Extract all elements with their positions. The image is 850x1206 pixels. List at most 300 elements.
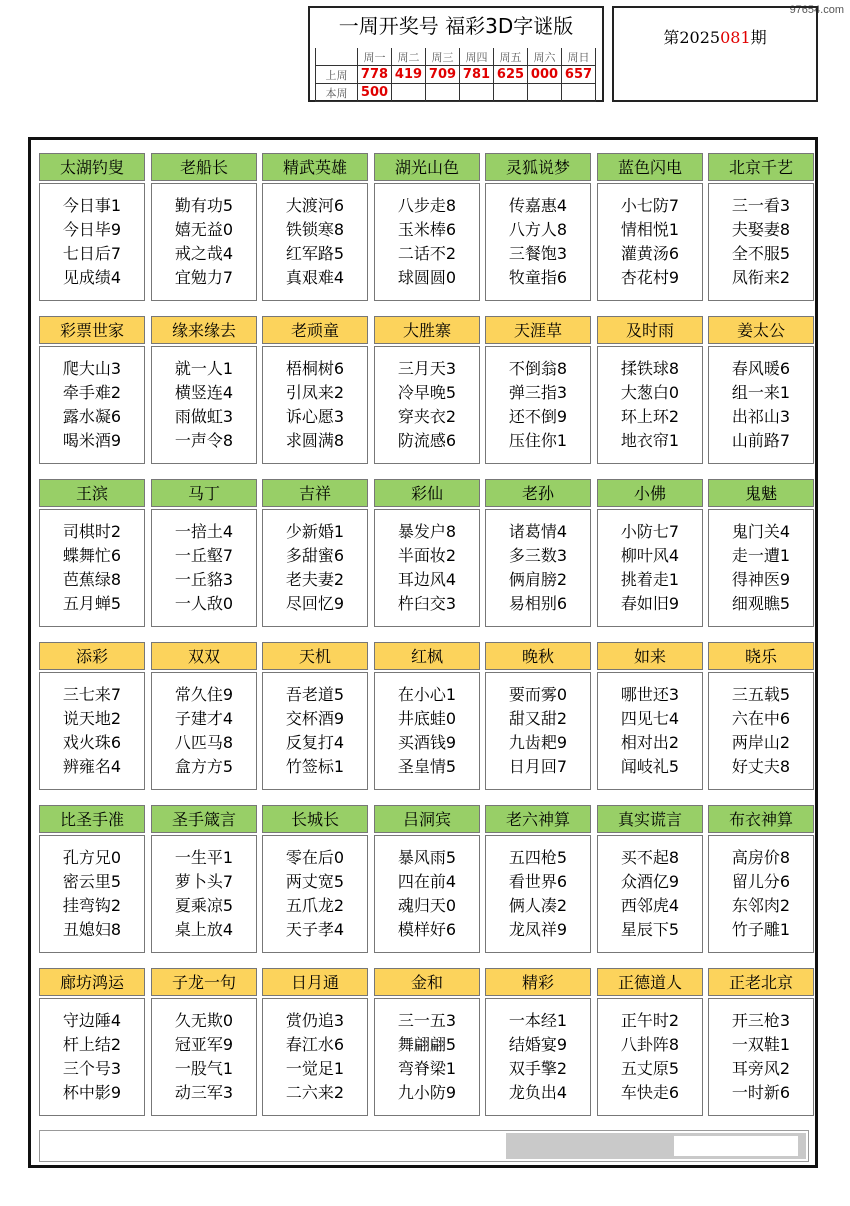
period-suffix: 期 — [750, 28, 767, 47]
riddle-line: 一人敌0 — [174, 594, 234, 613]
riddle-card-body — [597, 672, 703, 790]
riddle-card-title: 日月通 — [262, 968, 368, 996]
riddle-card — [39, 479, 145, 629]
riddle-line: 日月回7 — [508, 757, 568, 776]
riddle-line: 老夫妻2 — [285, 570, 345, 589]
riddle-line: 六在中6 — [731, 709, 791, 728]
riddle-line: 杵臼交3 — [397, 594, 457, 613]
corner-cell — [316, 48, 358, 66]
result-cell: 500 — [358, 84, 392, 102]
riddle-line: 西邻虎4 — [620, 896, 680, 915]
period-box — [612, 6, 818, 102]
riddle-line: 细观瞧5 — [731, 594, 791, 613]
riddle-card-body — [151, 835, 257, 953]
riddle-line: 星辰下5 — [620, 920, 680, 939]
riddle-line: 牵手难2 — [62, 383, 122, 402]
riddle-card — [374, 968, 480, 1118]
riddle-line: 桌上放4 — [174, 920, 234, 939]
day-cell: 周六 — [528, 48, 562, 66]
riddle-line: 一双鞋1 — [731, 1035, 791, 1054]
riddle-line: 天子孝4 — [285, 920, 345, 939]
riddle-card-body — [262, 835, 368, 953]
riddle-line: 相对出2 — [620, 733, 680, 752]
riddle-line: 冷早晚5 — [397, 383, 457, 402]
riddle-card-title: 精武英雄 — [262, 153, 368, 181]
day-header-row — [316, 48, 596, 66]
riddle-line: 八步走8 — [397, 196, 457, 215]
riddle-line: 雨做虹3 — [174, 407, 234, 426]
riddle-line: 在小心1 — [397, 685, 457, 704]
riddle-line: 宜勉力7 — [174, 268, 234, 287]
riddle-line: 九齿耙9 — [508, 733, 568, 752]
riddle-line: 玉米棒6 — [397, 220, 457, 239]
this-week-row — [316, 84, 596, 102]
riddle-line: 孔方兄0 — [62, 848, 122, 867]
riddle-line: 暴风雨5 — [397, 848, 457, 867]
riddle-line: 三餐饱3 — [508, 244, 568, 263]
riddle-line: 五月蝉5 — [62, 594, 122, 613]
riddle-line: 环上环2 — [620, 407, 680, 426]
riddle-line: 得神医9 — [731, 570, 791, 589]
riddle-line: 看世界6 — [508, 872, 568, 891]
day-cell: 周四 — [460, 48, 494, 66]
riddle-line: 揉铁球8 — [620, 359, 680, 378]
riddle-card-body — [485, 672, 591, 790]
riddle-line: 闻岐礼5 — [620, 757, 680, 776]
riddle-line: 赏仍追3 — [285, 1011, 345, 1030]
riddle-line: 柳叶风4 — [620, 546, 680, 565]
riddle-line: 芭蕉绿8 — [62, 570, 122, 589]
riddle-card — [374, 805, 480, 955]
riddle-line: 杯中影9 — [62, 1083, 122, 1102]
riddle-line: 走一遭1 — [731, 546, 791, 565]
riddle-line: 九小防9 — [397, 1083, 457, 1102]
riddle-line: 众酒亿9 — [620, 872, 680, 891]
riddle-line: 尽回忆9 — [285, 594, 345, 613]
riddle-card-body — [151, 346, 257, 464]
riddle-line: 出祁山3 — [731, 407, 791, 426]
riddle-card-body — [597, 835, 703, 953]
riddle-line: 就一人1 — [174, 359, 234, 378]
riddle-card-title: 天涯草 — [485, 316, 591, 344]
riddle-line: 少新婚1 — [285, 522, 345, 541]
riddle-line: 压住你1 — [508, 431, 568, 450]
riddle-line: 四在前4 — [397, 872, 457, 891]
riddle-card-body — [708, 346, 814, 464]
riddle-card-body — [708, 183, 814, 301]
riddle-line: 冠亚军9 — [174, 1035, 234, 1054]
riddle-card-title: 廊坊鸿运 — [39, 968, 145, 996]
riddle-line: 鬼门关4 — [731, 522, 791, 541]
riddle-card — [262, 316, 368, 466]
riddle-card-title: 太湖钓叟 — [39, 153, 145, 181]
riddle-line: 好丈夫8 — [731, 757, 791, 776]
riddle-line: 一股气1 — [174, 1059, 234, 1078]
riddle-card-title: 缘来缘去 — [151, 316, 257, 344]
riddle-line: 四见七4 — [620, 709, 680, 728]
riddle-card-body — [39, 672, 145, 790]
riddle-card — [485, 153, 591, 303]
riddle-card-body — [262, 183, 368, 301]
riddle-card — [39, 968, 145, 1118]
riddle-card-body — [485, 998, 591, 1116]
riddle-line: 今日事1 — [62, 196, 122, 215]
riddle-line: 哪世还3 — [620, 685, 680, 704]
riddle-card-title: 老孙 — [485, 479, 591, 507]
riddle-line: 大渡河6 — [285, 196, 345, 215]
riddle-card-body — [485, 346, 591, 464]
riddle-card-body — [151, 509, 257, 627]
riddle-card — [151, 316, 257, 466]
riddle-card-body — [597, 346, 703, 464]
riddle-line: 一本经1 — [508, 1011, 568, 1030]
riddle-card — [708, 805, 814, 955]
riddle-card — [151, 805, 257, 955]
riddle-line: 双手擎2 — [508, 1059, 568, 1078]
bottom-bar-slot — [674, 1136, 798, 1156]
riddle-card — [374, 479, 480, 629]
period-prefix: 第2025 — [663, 28, 721, 47]
riddle-card — [485, 316, 591, 466]
riddle-card-title: 老船长 — [151, 153, 257, 181]
riddle-line: 组一来1 — [731, 383, 791, 402]
result-cell: 781 — [460, 66, 494, 84]
riddle-card-body — [151, 183, 257, 301]
riddle-line: 五四枪5 — [508, 848, 568, 867]
riddle-line: 挂弯钩2 — [62, 896, 122, 915]
riddle-line: 多三数3 — [508, 546, 568, 565]
riddle-line: 横竖连4 — [174, 383, 234, 402]
riddle-line: 地衣帘1 — [620, 431, 680, 450]
riddle-line: 俩肩膀2 — [508, 570, 568, 589]
riddle-line: 求圆满8 — [285, 431, 345, 450]
riddle-line: 常久住9 — [174, 685, 234, 704]
riddle-card — [151, 153, 257, 303]
riddle-card — [39, 642, 145, 792]
riddle-card — [597, 479, 703, 629]
day-cell: 周一 — [358, 48, 392, 66]
riddle-card-body — [39, 835, 145, 953]
result-cell — [392, 84, 426, 102]
riddle-card — [151, 642, 257, 792]
riddle-card — [374, 153, 480, 303]
riddle-line: 见成绩4 — [62, 268, 122, 287]
riddle-card — [597, 153, 703, 303]
riddle-card — [708, 153, 814, 303]
riddle-card-body — [708, 835, 814, 953]
riddle-line: 舞翩翩5 — [397, 1035, 457, 1054]
riddle-card-body — [597, 183, 703, 301]
riddle-card — [597, 968, 703, 1118]
result-cell: 778 — [358, 66, 392, 84]
riddle-card-body — [485, 183, 591, 301]
riddle-line: 高房价8 — [731, 848, 791, 867]
riddle-card-body — [39, 183, 145, 301]
riddle-line: 三五载5 — [731, 685, 791, 704]
riddle-line: 小七防7 — [620, 196, 680, 215]
riddle-line: 一生平1 — [174, 848, 234, 867]
riddle-card-body — [39, 346, 145, 464]
riddle-line: 夏乘凉5 — [174, 896, 234, 915]
this-week-label: 本周 — [316, 84, 358, 102]
riddle-card — [262, 805, 368, 955]
last-week-label: 上周 — [316, 66, 358, 84]
riddle-line: 要而雾0 — [508, 685, 568, 704]
riddle-line: 露水凝6 — [62, 407, 122, 426]
riddle-line: 守边陲4 — [62, 1011, 122, 1030]
riddle-line: 一觉足1 — [285, 1059, 345, 1078]
riddle-line: 还不倒9 — [508, 407, 568, 426]
riddle-card-body — [708, 672, 814, 790]
riddle-card — [262, 968, 368, 1118]
riddle-card — [39, 153, 145, 303]
riddle-card-title: 姜太公 — [708, 316, 814, 344]
riddle-card-title: 晓乐 — [708, 642, 814, 670]
riddle-card-title: 真实谎言 — [597, 805, 703, 833]
riddle-line: 爬大山3 — [62, 359, 122, 378]
result-cell: 709 — [426, 66, 460, 84]
riddle-card-body — [262, 672, 368, 790]
riddle-line: 穿夹衣2 — [397, 407, 457, 426]
riddle-card-title: 圣手箴言 — [151, 805, 257, 833]
riddle-line: 吾老道5 — [285, 685, 345, 704]
riddle-line: 传嘉惠4 — [508, 196, 568, 215]
riddle-card — [485, 479, 591, 629]
riddle-line: 弯脊梁1 — [397, 1059, 457, 1078]
riddle-line: 耳旁风2 — [731, 1059, 791, 1078]
riddle-card-body — [151, 998, 257, 1116]
riddle-line: 留儿分6 — [731, 872, 791, 891]
riddle-line: 龙负出4 — [508, 1083, 568, 1102]
riddle-line: 动三军3 — [174, 1083, 234, 1102]
riddle-line: 两丈宽5 — [285, 872, 345, 891]
riddle-card — [708, 642, 814, 792]
riddle-card-title: 彩票世家 — [39, 316, 145, 344]
riddle-line: 球圆圆0 — [397, 268, 457, 287]
riddle-card — [262, 153, 368, 303]
riddle-card — [151, 479, 257, 629]
riddle-line: 弹三指3 — [508, 383, 568, 402]
riddle-card — [485, 968, 591, 1118]
riddle-card — [151, 968, 257, 1118]
riddle-line: 凤衔来2 — [731, 268, 791, 287]
riddle-card — [374, 316, 480, 466]
panel-title: 一周开奖号 福彩3D字谜版 — [338, 14, 574, 38]
riddle-line: 圣皇情5 — [397, 757, 457, 776]
riddle-card-body — [262, 346, 368, 464]
result-cell — [494, 84, 528, 102]
riddle-line: 久无欺0 — [174, 1011, 234, 1030]
riddle-line: 三七来7 — [62, 685, 122, 704]
riddle-card — [597, 805, 703, 955]
riddle-line: 引凤来2 — [285, 383, 345, 402]
riddle-line: 萝卜头7 — [174, 872, 234, 891]
day-cell: 周二 — [392, 48, 426, 66]
riddle-line: 杏花村9 — [620, 268, 680, 287]
period-number: 081 — [720, 28, 751, 47]
riddle-line: 交杯酒9 — [285, 709, 345, 728]
riddle-card-title: 小佛 — [597, 479, 703, 507]
result-cell: 000 — [528, 66, 562, 84]
riddle-line: 暴发户8 — [397, 522, 457, 541]
riddle-card-body — [708, 509, 814, 627]
riddle-card-title: 正德道人 — [597, 968, 703, 996]
riddle-line: 春如旧9 — [620, 594, 680, 613]
riddle-line: 一丘貉3 — [174, 570, 234, 589]
riddle-line: 竹签标1 — [285, 757, 345, 776]
riddle-line: 易相别6 — [508, 594, 568, 613]
riddle-card-body — [485, 509, 591, 627]
riddle-line: 挑着走1 — [620, 570, 680, 589]
riddle-line: 龙凤祥9 — [508, 920, 568, 939]
result-cell — [426, 84, 460, 102]
riddle-card-title: 晚秋 — [485, 642, 591, 670]
riddle-card-title: 比圣手准 — [39, 805, 145, 833]
riddle-line: 真艰难4 — [285, 268, 345, 287]
result-cell — [460, 84, 494, 102]
riddle-line: 山前路7 — [731, 431, 791, 450]
riddle-card-body — [262, 509, 368, 627]
riddle-card-title: 湖光山色 — [374, 153, 480, 181]
riddle-card-title: 如来 — [597, 642, 703, 670]
riddle-line: 灌黄汤6 — [620, 244, 680, 263]
riddle-card-body — [485, 835, 591, 953]
day-cell: 周三 — [426, 48, 460, 66]
bottom-bar — [39, 1130, 809, 1162]
riddle-line: 勤有功5 — [174, 196, 234, 215]
riddle-line: 五爪龙2 — [285, 896, 345, 915]
riddle-line: 辨雍名4 — [62, 757, 122, 776]
riddle-line: 模样好6 — [397, 920, 457, 939]
riddle-line: 杆上结2 — [62, 1035, 122, 1054]
riddle-card-body — [708, 998, 814, 1116]
riddle-line: 戏火珠6 — [62, 733, 122, 752]
riddle-line: 说天地2 — [62, 709, 122, 728]
day-cell: 周五 — [494, 48, 528, 66]
riddle-card-body — [374, 183, 480, 301]
riddle-card — [485, 805, 591, 955]
riddle-line: 七日后7 — [62, 244, 122, 263]
riddle-line: 一丘壑7 — [174, 546, 234, 565]
watermark: 97654.com — [789, 4, 844, 16]
riddle-card — [708, 316, 814, 466]
result-cell: 657 — [562, 66, 596, 84]
riddle-line: 牧童指6 — [508, 268, 568, 287]
riddle-card — [485, 642, 591, 792]
riddle-card-title: 红枫 — [374, 642, 480, 670]
riddle-card-title: 及时雨 — [597, 316, 703, 344]
riddle-line: 八匹马8 — [174, 733, 234, 752]
riddle-card-title: 吉祥 — [262, 479, 368, 507]
result-cell — [562, 84, 596, 102]
riddle-line: 甜又甜2 — [508, 709, 568, 728]
riddle-line: 结婚宴9 — [508, 1035, 568, 1054]
riddle-line: 大葱白0 — [620, 383, 680, 402]
last-week-row — [316, 66, 596, 84]
riddle-line: 正午时2 — [620, 1011, 680, 1030]
riddle-card-body — [374, 672, 480, 790]
riddle-line: 半面妆2 — [397, 546, 457, 565]
riddle-line: 不倒翁8 — [508, 359, 568, 378]
riddle-card-title: 灵狐说梦 — [485, 153, 591, 181]
riddle-line: 嬉无益0 — [174, 220, 234, 239]
riddle-card-title: 蓝色闪电 — [597, 153, 703, 181]
riddle-card-body — [374, 346, 480, 464]
riddle-line: 三月天3 — [397, 359, 457, 378]
riddle-card-title: 精彩 — [485, 968, 591, 996]
riddle-line: 诸葛情4 — [508, 522, 568, 541]
riddle-line: 春江水6 — [285, 1035, 345, 1054]
riddle-card-title: 布衣神算 — [708, 805, 814, 833]
riddle-line: 夫娶妻8 — [731, 220, 791, 239]
riddle-card-title: 天机 — [262, 642, 368, 670]
riddle-card-title: 王滨 — [39, 479, 145, 507]
riddle-line: 买酒钱9 — [397, 733, 457, 752]
riddle-card-title: 北京千艺 — [708, 153, 814, 181]
riddle-line: 零在后0 — [285, 848, 345, 867]
riddle-line: 二六来2 — [285, 1083, 345, 1102]
riddle-card-body — [374, 509, 480, 627]
riddle-line: 井底蛙0 — [397, 709, 457, 728]
riddle-card-body — [262, 998, 368, 1116]
riddle-card-title: 子龙一句 — [151, 968, 257, 996]
riddle-line: 一时新6 — [731, 1083, 791, 1102]
result-cell: 419 — [392, 66, 426, 84]
riddle-line: 铁锁寒8 — [285, 220, 345, 239]
riddle-frame — [28, 137, 818, 1168]
riddle-line: 司棋时2 — [62, 522, 122, 541]
riddle-card-title: 正老北京 — [708, 968, 814, 996]
riddle-line: 情相悦1 — [620, 220, 680, 239]
riddle-line: 东邻肉2 — [731, 896, 791, 915]
riddle-card-body — [374, 835, 480, 953]
riddle-line: 三个号3 — [62, 1059, 122, 1078]
riddle-line: 春风暖6 — [731, 359, 791, 378]
riddle-card-title: 鬼魅 — [708, 479, 814, 507]
riddle-line: 车快走6 — [620, 1083, 680, 1102]
riddle-card — [597, 642, 703, 792]
riddle-line: 密云里5 — [62, 872, 122, 891]
riddle-card-title: 老六神算 — [485, 805, 591, 833]
riddle-line: 子建才4 — [174, 709, 234, 728]
riddle-line: 一掊土4 — [174, 522, 234, 541]
riddle-line: 梧桐树6 — [285, 359, 345, 378]
riddle-line: 今日毕9 — [62, 220, 122, 239]
riddle-card — [39, 805, 145, 955]
riddle-line: 蝶舞忙6 — [62, 546, 122, 565]
riddle-card-title: 添彩 — [39, 642, 145, 670]
day-cell: 周日 — [562, 48, 596, 66]
riddle-line: 八卦阵8 — [620, 1035, 680, 1054]
riddle-card-body — [39, 998, 145, 1116]
draw-results-panel — [308, 6, 604, 102]
riddle-line: 八方人8 — [508, 220, 568, 239]
riddle-line: 五丈原5 — [620, 1059, 680, 1078]
riddle-card — [39, 316, 145, 466]
riddle-line: 喝米酒9 — [62, 431, 122, 450]
riddle-line: 红军路5 — [285, 244, 345, 263]
riddle-line: 二话不2 — [397, 244, 457, 263]
riddle-card-body — [597, 998, 703, 1116]
riddle-card-title: 马丁 — [151, 479, 257, 507]
riddle-line: 三一五3 — [397, 1011, 457, 1030]
riddle-line: 竹子雕1 — [731, 920, 791, 939]
riddle-card — [597, 316, 703, 466]
riddle-card-body — [597, 509, 703, 627]
riddle-line: 全不服5 — [731, 244, 791, 263]
riddle-line: 反复打4 — [285, 733, 345, 752]
riddle-line: 丑媳妇8 — [62, 920, 122, 939]
